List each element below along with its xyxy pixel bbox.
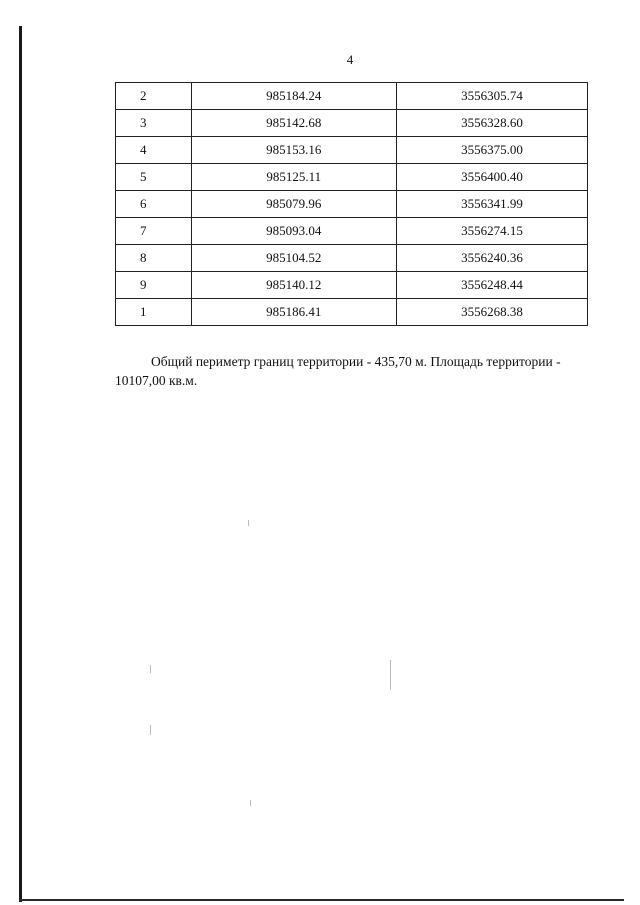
y-coordinate-cell: 3556268.38 (396, 299, 587, 326)
page-number: 4 (346, 52, 354, 67)
y-coordinate-cell: 3556248.44 (396, 272, 587, 299)
scan-speck (390, 660, 391, 690)
x-coordinate-cell: 985184.24 (191, 83, 396, 110)
point-number-cell: 7 (116, 218, 192, 245)
page-bottom-border (19, 899, 624, 901)
x-coordinate-cell: 985125.11 (191, 164, 396, 191)
y-coordinate-cell: 3556341.99 (396, 191, 587, 218)
y-coordinate-cell: 3556375.00 (396, 137, 587, 164)
scan-speck (250, 800, 251, 806)
x-coordinate-cell: 985093.04 (191, 218, 396, 245)
table-row (116, 299, 588, 326)
perimeter-area-summary: Общий периметр границ территории - 435,70 м. Площадь территории - 10107,00 кв.м. (115, 354, 561, 388)
y-coordinate-cell: 3556328.60 (396, 110, 587, 137)
point-number-cell: 3 (116, 110, 192, 137)
point-number-cell: 1 (116, 299, 192, 326)
point-number-cell: 5 (116, 164, 192, 191)
table-row (116, 272, 588, 299)
point-number-cell: 2 (116, 83, 192, 110)
coordinates-table (115, 82, 588, 326)
x-coordinate-cell: 985153.16 (191, 137, 396, 164)
table-row (116, 164, 588, 191)
x-coordinate-cell: 985104.52 (191, 245, 396, 272)
x-coordinate-cell: 985140.12 (191, 272, 396, 299)
table-row (116, 245, 588, 272)
x-coordinate-cell: 985079.96 (191, 191, 396, 218)
y-coordinate-cell: 3556240.36 (396, 245, 587, 272)
x-coordinate-cell: 985186.41 (191, 299, 396, 326)
scan-speck (150, 665, 151, 673)
point-number-cell: 4 (116, 137, 192, 164)
y-coordinate-cell: 3556305.74 (396, 83, 587, 110)
scan-speck (150, 725, 151, 735)
y-coordinate-cell: 3556400.40 (396, 164, 587, 191)
table-row (116, 83, 588, 110)
table-row (116, 218, 588, 245)
page-left-border (19, 26, 22, 902)
table-row (116, 137, 588, 164)
y-coordinate-cell: 3556274.15 (396, 218, 587, 245)
point-number-cell: 9 (116, 272, 192, 299)
table-row (116, 191, 588, 218)
x-coordinate-cell: 985142.68 (191, 110, 396, 137)
table-row (116, 110, 588, 137)
point-number-cell: 6 (116, 191, 192, 218)
scan-speck (248, 520, 249, 526)
point-number-cell: 8 (116, 245, 192, 272)
